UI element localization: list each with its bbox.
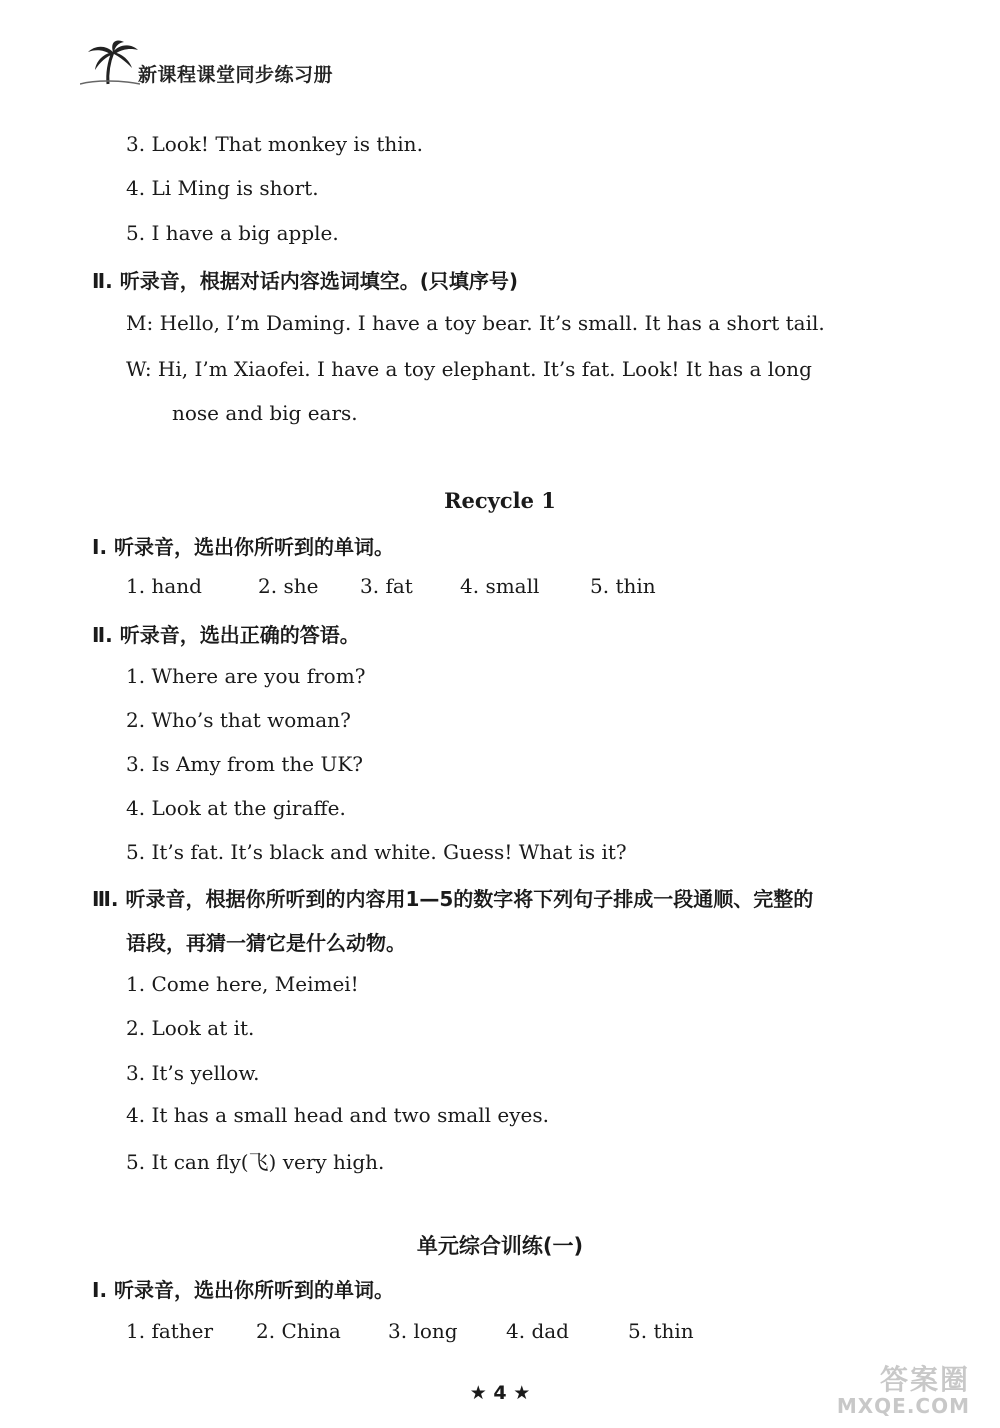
list-item: 4. Look at the giraffe.	[126, 796, 346, 820]
palm-tree-icon	[80, 40, 140, 86]
list-item: 3. Is Amy from the UK?	[126, 752, 363, 776]
watermark	[820, 1358, 970, 1418]
list-item: 5. I have a big apple.	[126, 221, 339, 245]
word-item: 2. she	[258, 574, 319, 598]
list-item: 1. Come here, Meimei!	[126, 972, 359, 996]
list-item: 4. It has a small head and two small eyes.	[126, 1103, 549, 1127]
recycle-part2-heading: Ⅱ. 听录音，选出正确的答语。	[92, 623, 360, 647]
word-item: 1. father	[126, 1319, 214, 1343]
word-item: 1. hand	[126, 574, 202, 598]
recycle-part3-heading: Ⅲ. 听录音，根据你所听到的内容用1—5的数字将下列句子排成一段通顺、完整的	[92, 887, 814, 911]
page-header	[20, 40, 420, 90]
word-item: 5. thin	[590, 574, 656, 598]
watermark-top: 答案圈	[879, 1363, 970, 1396]
word-item: 2. China	[256, 1319, 341, 1343]
dialogue-line-w: W: Hi, I’m Xiaofei. I have a toy elephant. It’s fat. Look! It has a long	[126, 357, 812, 381]
list-item: 2. Who’s that woman?	[126, 708, 351, 732]
unit-part1-heading: Ⅰ. 听录音，选出你所听到的单词。	[92, 1278, 395, 1302]
recycle-part3-heading-cont: 语段，再猜一猜它是什么动物。	[126, 931, 406, 955]
page-number: ★ 4 ★	[469, 1382, 531, 1404]
word-item: 4. dad	[506, 1319, 569, 1343]
recycle-word-row	[126, 574, 656, 598]
word-item: 4. small	[460, 574, 540, 598]
header-title: 新课程课堂同步练习册	[138, 64, 334, 86]
list-item: 5. It’s fat. It’s black and white. Guess! What is it?	[126, 840, 627, 864]
list-item: 3. It’s yellow.	[126, 1061, 260, 1085]
list-item: 2. Look at it.	[126, 1016, 255, 1040]
section-heading: Ⅱ. 听录音，根据对话内容选词填空。(只填序号)	[92, 269, 519, 293]
watermark-bottom: MXQE.COM	[836, 1394, 970, 1418]
recycle-title: Recycle 1	[444, 488, 556, 513]
list-item: 5. It can fly(飞) very high.	[126, 1150, 385, 1174]
word-item: 3. fat	[360, 574, 413, 598]
list-item: 1. Where are you from?	[126, 664, 366, 688]
dialogue-line-w-cont: nose and big ears.	[172, 401, 358, 425]
unit-title: 单元综合训练(一)	[416, 1234, 584, 1258]
word-item: 5. thin	[628, 1319, 694, 1343]
list-item: 4. Li Ming is short.	[126, 176, 319, 200]
recycle-part1-heading: Ⅰ. 听录音，选出你所听到的单词。	[92, 535, 395, 559]
dialogue-line-m: M: Hello, I’m Daming. I have a toy bear. It’s small. It has a short tail.	[126, 311, 825, 335]
list-item: 3. Look! That monkey is thin.	[126, 132, 423, 156]
word-item: 3. long	[388, 1319, 458, 1343]
unit-word-row	[126, 1319, 694, 1343]
